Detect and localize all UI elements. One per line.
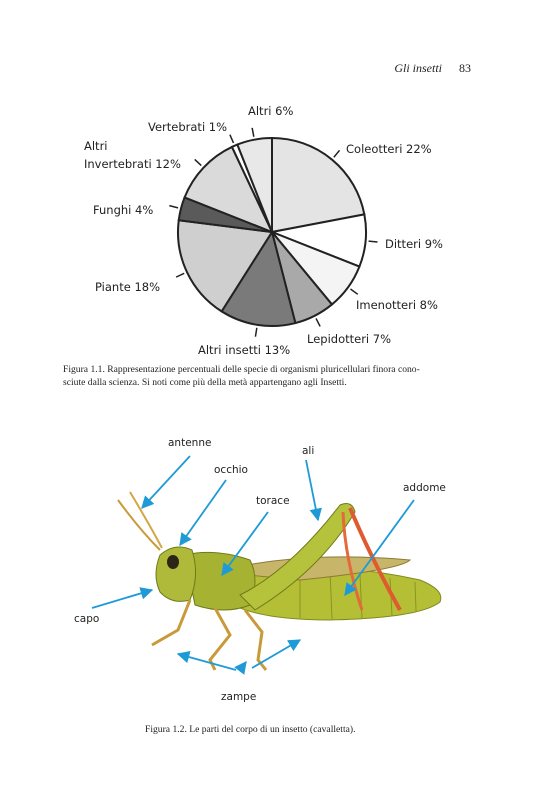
pie-leader-tick	[369, 241, 378, 242]
arrow-ali	[306, 460, 318, 520]
pie-leader-tick	[176, 273, 184, 277]
grasshopper-illustration	[118, 492, 441, 670]
grasshopper-figure	[0, 420, 533, 750]
slice-label-lepidotteri: Lepidotteri 7%	[307, 332, 392, 346]
pie-leader-tick	[230, 135, 234, 143]
section-title: Gli insetti	[394, 61, 442, 75]
slice-label-piante: Piante 18%	[95, 280, 161, 294]
slice-label-vertebrati: Vertebrati 1%	[148, 120, 228, 134]
label-zampe: zampe	[221, 691, 257, 703]
thorax-shape	[185, 552, 255, 610]
eye-shape	[167, 555, 179, 569]
front-leg	[152, 600, 190, 645]
slice-label-imenotteri: Imenotteri 8%	[356, 298, 438, 312]
slice-label-altri-invertebrati-line2: Invertebrati 12%	[84, 157, 181, 171]
pie-chart	[0, 0, 533, 370]
pie-leader-tick	[252, 128, 254, 137]
arrow-zampe-left	[178, 654, 236, 670]
slice-label-coleotteri: Coleotteri 22%	[346, 142, 432, 156]
label-occhio: occhio	[214, 464, 248, 476]
slice-label-altri-invertebrati-line1: Altri	[84, 139, 108, 153]
arrow-zampe-middle	[240, 662, 246, 670]
middle-leg	[210, 608, 230, 670]
arrow-antenne	[142, 456, 190, 508]
label-torace: torace	[256, 495, 290, 507]
slice-label-altri: Altri 6%	[248, 104, 294, 118]
pie-leader-tick	[316, 318, 320, 326]
pie-leader-tick	[195, 159, 202, 165]
antenna-shape	[130, 492, 162, 548]
label-capo: capo	[74, 613, 100, 625]
slice-label-funghi: Funghi 4%	[93, 203, 154, 217]
pie-slices	[178, 138, 366, 326]
arrow-capo	[92, 590, 152, 608]
figure1-caption-line2: sciute dalla scienza. Si noti come più della metà appartengano agli Insetti.	[63, 376, 347, 388]
figure2-caption: Figura 1.2. Le parti del corpo di un insetto (cavalletta).	[145, 724, 356, 735]
pie-leader-tick	[334, 150, 340, 157]
slice-label-altri-insetti: Altri insetti 13%	[198, 343, 291, 357]
pie-leader-tick	[169, 206, 178, 208]
head-shape	[156, 547, 196, 601]
page-number: 83	[459, 61, 471, 75]
label-addome: addome	[403, 482, 446, 494]
label-antenne: antenne	[168, 437, 212, 449]
figure1-caption	[63, 364, 473, 389]
figure1-caption-line1: Figura 1.1. Rappresentazione percentuali delle specie di organismi pluricellulari finora cono-	[63, 364, 420, 375]
slice-label-ditteri: Ditteri 9%	[385, 237, 443, 251]
pie-leader-tick	[255, 328, 256, 337]
pie-leader-tick	[350, 289, 357, 294]
arrow-occhio	[180, 480, 226, 545]
label-ali: ali	[302, 445, 315, 457]
